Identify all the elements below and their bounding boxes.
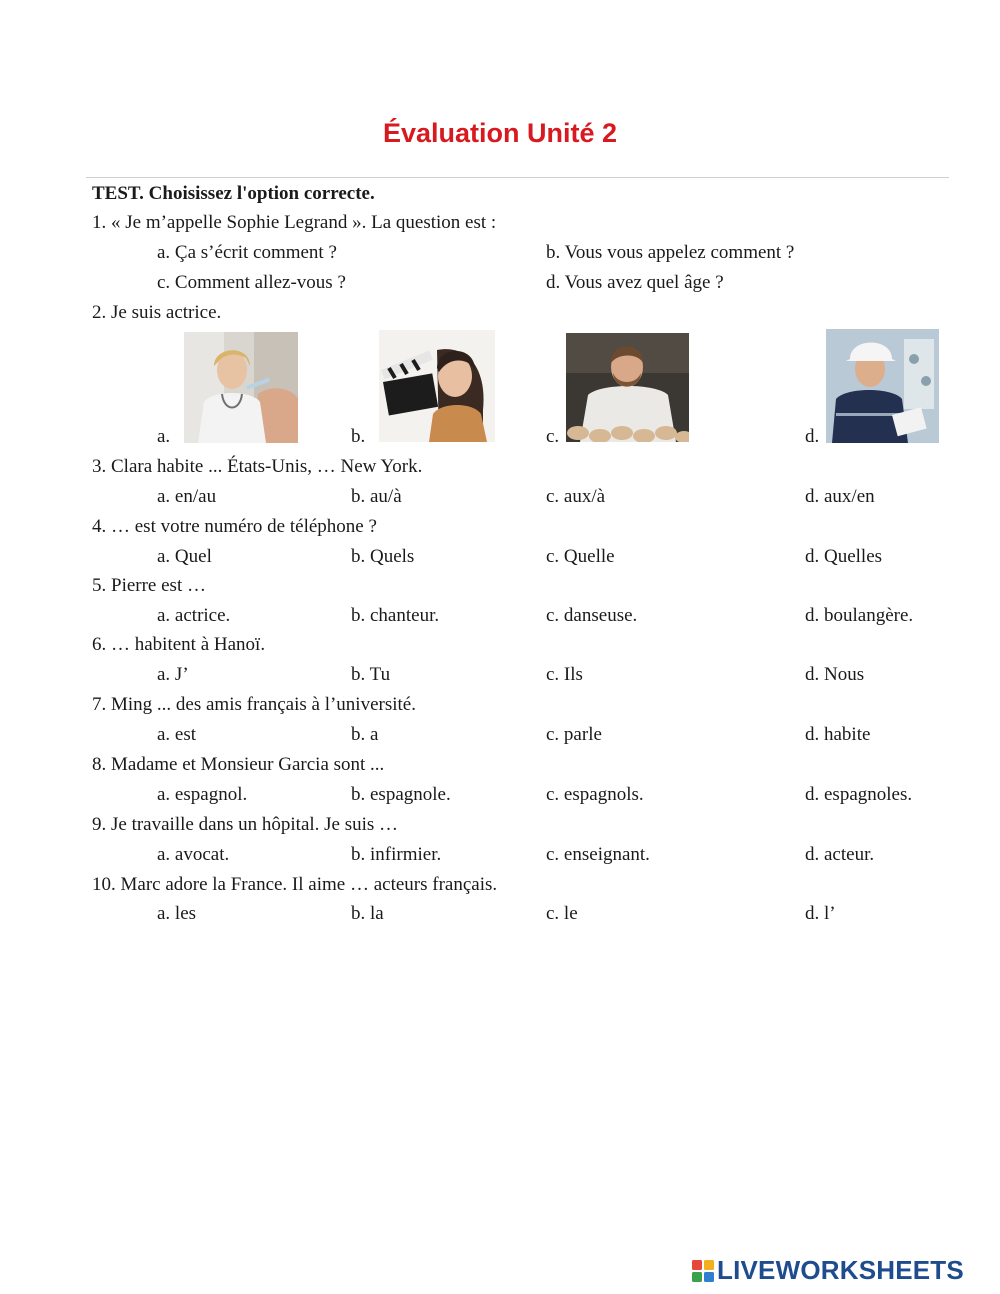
q5-option-c[interactable]: c. danseuse. <box>546 605 638 626</box>
q9-option-c[interactable]: c. enseignant. <box>546 844 650 865</box>
actress-clapperboard-photo[interactable] <box>379 330 495 442</box>
q6-option-c[interactable]: c. Ils <box>546 664 583 685</box>
question-4: 4. … est votre numéro de téléphone ? <box>92 516 377 537</box>
liveworksheets-brand: LIVEWORKSHEETS <box>717 1255 964 1285</box>
q3-option-a[interactable]: a. en/au <box>157 486 217 507</box>
q8-option-b[interactable]: b. espagnole. <box>351 784 451 805</box>
q6-option-a[interactable]: a. J’ <box>157 664 189 685</box>
q6-option-b[interactable]: b. Tu <box>351 664 391 685</box>
q8-option-d[interactable]: d. espagnoles. <box>805 784 913 805</box>
q9-option-a[interactable]: a. avocat. <box>157 844 230 865</box>
q10-option-c[interactable]: c. le <box>546 903 578 924</box>
q1-option-d[interactable]: d. Vous avez quel âge ? <box>546 272 724 293</box>
q7-option-a[interactable]: a. est <box>157 724 197 745</box>
q7-option-d[interactable]: d. habite <box>805 724 871 745</box>
q1-option-b[interactable]: b. Vous vous appelez comment ? <box>546 242 795 263</box>
q3-option-c[interactable]: c. aux/à <box>546 486 606 507</box>
question-9: 9. Je travaille dans un hôpital. Je suis … <box>92 814 399 835</box>
q4-option-d[interactable]: d. Quelles <box>805 546 883 567</box>
q4-option-c[interactable]: c. Quelle <box>546 546 615 567</box>
q5-option-b[interactable]: b. chanteur. <box>351 605 440 626</box>
question-10: 10. Marc adore la France. Il aime … acteurs français. <box>92 874 498 895</box>
q10-option-a[interactable]: a. les <box>157 903 197 924</box>
question-3: 3. Clara habite ... États-Unis, … New York. <box>92 456 423 477</box>
q10-option-d[interactable]: d. l’ <box>805 903 836 924</box>
q8-option-a[interactable]: a. espagnol. <box>157 784 248 805</box>
q7-option-c[interactable]: c. parle <box>546 724 602 745</box>
q1-option-c[interactable]: c. Comment allez-vous ? <box>157 272 346 293</box>
q5-option-d[interactable]: d. boulangère. <box>805 605 914 626</box>
q8-option-c[interactable]: c. espagnols. <box>546 784 644 805</box>
page-title: Évaluation Unité 2 <box>382 118 618 148</box>
q6-option-d[interactable]: d. Nous <box>805 664 865 685</box>
q9-option-d[interactable]: d. acteur. <box>805 844 875 865</box>
baker-photo[interactable] <box>566 333 689 442</box>
q1-option-a[interactable]: a. Ça s’écrit comment ? <box>157 242 337 263</box>
engineer-photo[interactable] <box>826 329 939 443</box>
q3-option-d[interactable]: d. aux/en <box>805 486 875 507</box>
q3-option-b[interactable]: b. au/à <box>351 486 402 507</box>
q2-option-a[interactable]: a. <box>157 426 171 447</box>
q9-option-b[interactable]: b. infirmier. <box>351 844 442 865</box>
nurse-photo[interactable] <box>184 332 298 443</box>
test-instruction: TEST. Choisissez l'option correcte. <box>92 183 375 204</box>
q2-option-b[interactable]: b. <box>351 426 366 447</box>
question-5: 5. Pierre est … <box>92 575 206 596</box>
q4-option-b[interactable]: b. Quels <box>351 546 415 567</box>
question-6: 6. … habitent à Hanoï. <box>92 634 266 655</box>
title-divider <box>86 177 949 178</box>
liveworksheets-logo-icon <box>692 1260 714 1282</box>
liveworksheets-logo[interactable] <box>692 1255 964 1286</box>
question-8: 8. Madame et Monsieur Garcia sont ... <box>92 754 385 775</box>
question-1: 1. « Je m’appelle Sophie Legrand ». La question est : <box>92 212 497 233</box>
q7-option-b[interactable]: b. a <box>351 724 379 745</box>
q5-option-a[interactable]: a. actrice. <box>157 605 231 626</box>
question-7: 7. Ming ... des amis français à l’université. <box>92 694 416 715</box>
question-2: 2. Je suis actrice. <box>92 302 222 323</box>
q10-option-b[interactable]: b. la <box>351 903 384 924</box>
q2-option-c[interactable]: c. <box>546 426 560 447</box>
q4-option-a[interactable]: a. Quel <box>157 546 212 567</box>
q2-option-d[interactable]: d. <box>805 426 820 447</box>
